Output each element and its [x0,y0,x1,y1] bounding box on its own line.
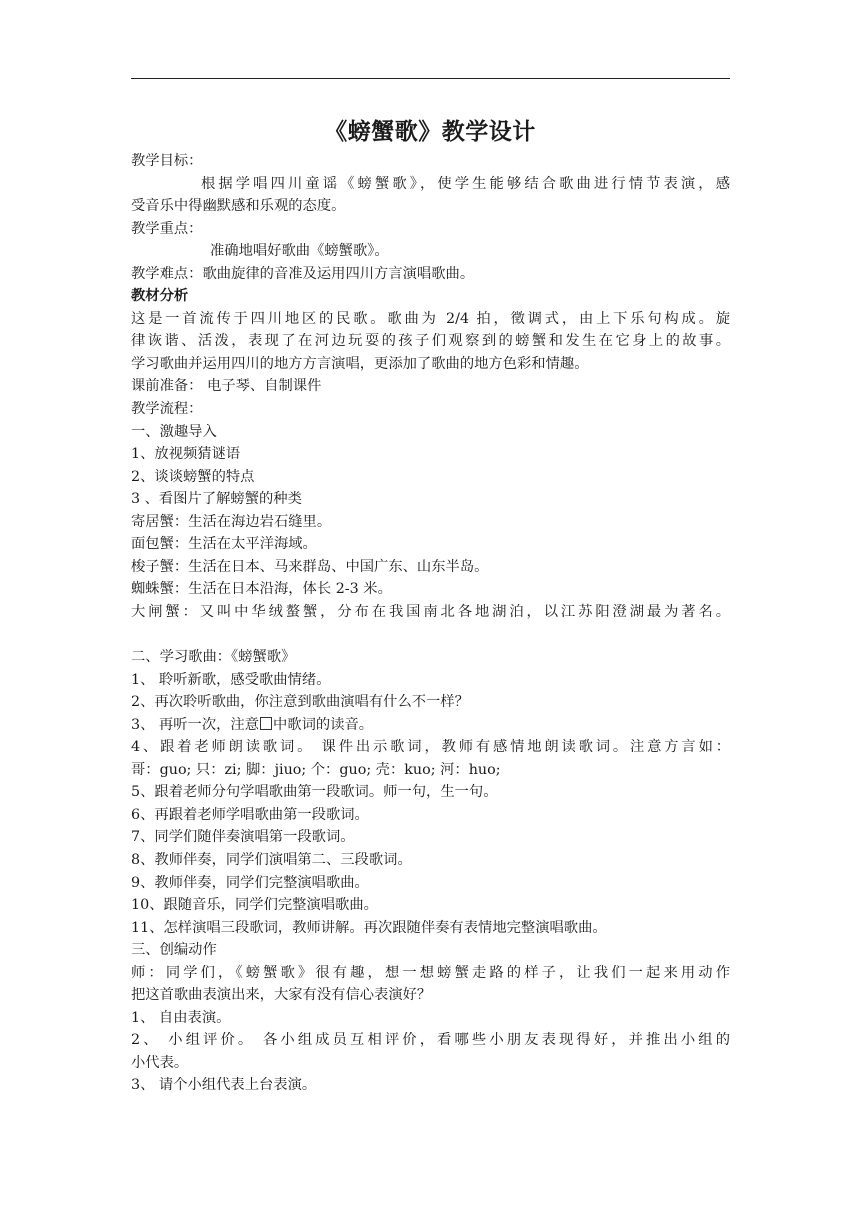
goals-text-line2: 受音乐中得幽默感和乐观的态度。 [131,198,346,215]
list-item-continuation: 小代表。 [131,1054,189,1071]
prep-text: 课前准备： 电子琴、自制课件 [131,378,322,395]
item3-after: 中歌词的读音。 [273,716,374,733]
part3-intro-line1: 师：同学们，《螃蟹歌》很有趣，想一想螃蟹走路的样子，让我们一起来用动作 [131,964,730,981]
analysis-line3: 学习歌曲并运用四川的地方方言演唱，更添加了歌曲的地方色彩和情趣。 [131,355,589,372]
focus-label: 教学重点： [131,220,203,237]
analysis-heading: 教材分析 [131,288,189,305]
document-body [131,150,730,1097]
goals-text-line1: 根据学唱四川童谣《螃蟹歌》，使学生能够结合歌曲进行情节表演，感 [201,175,730,192]
analysis-line2: 律诙谐、活泼，表现了在河边玩耍的孩子们观察到的螃蟹和发生在它身上的故事。 [131,333,730,350]
list-item: 1、 自由表演。 [131,1009,231,1026]
part3-heading: 三、创编动作 [131,942,217,959]
list-item: 寄居蟹：生活在海边岩石缝里。 [131,513,332,530]
list-item: 3、 请个小组代表上台表演。 [131,1077,317,1094]
analysis-line1: 这是一首流传于四川地区的民歌。歌曲为 2/4 拍，徵调式，由上下乐句构成。旋 [131,310,730,327]
list-item: 面包蟹：生活在太平洋海域。 [131,536,317,553]
flow-label: 教学流程： [131,401,203,418]
list-item: 4、跟着老师朗读歌词。 课件出示歌词，教师有感情地朗读歌词。注意方言如： [131,739,730,756]
part3-intro-line2: 把这首歌曲表演出来，大家有没有信心表演好？ [131,987,432,1004]
list-item: 6、再跟着老师学唱歌曲第一段歌词。 [131,806,369,823]
focus-text: 准确地唱好歌曲《螃蟹歌》。 [210,243,389,260]
list-item: 1、 聆听新歌，感受歌曲情绪。 [131,671,331,688]
list-item: 2、谈谈螃蟹的特点 [131,468,255,485]
list-item: 2、 小组评价。 各小组成员互相评价，看哪些小朋友表现得好，并推出小组的 [131,1032,730,1049]
list-item [131,714,730,737]
pronunciation-line: 哥：guo; 只：zi; 脚：jiuo; 个：guo; 壳：kuo; 河：huo; [131,761,501,778]
header-rule [131,78,730,79]
document-title: 《螃蟹歌》教学设计 [324,119,536,145]
list-item: 2、再次聆听歌曲，你注意到歌曲演唱有什么不一样？ [131,694,469,711]
part2-heading: 二、学习歌曲：《螃蟹歌》 [131,649,296,666]
placeholder-box-icon [260,717,272,730]
list-item: 11、怎样演唱三段歌词，教师讲解。再次跟随伴奏有表情地完整演唱歌曲。 [131,919,607,936]
spacer [131,623,730,646]
goals-label: 教学目标： [131,153,203,169]
list-item: 5、跟着老师分句学唱歌曲第一段歌词。师一句，生一句。 [131,784,498,801]
list-item: 7、同学们随伴奏演唱第一段歌词。 [131,829,355,846]
list-item: 10、跟随音乐，同学们完整演唱歌曲。 [131,897,378,914]
list-item: 大闸蟹：又叫中华绒螯蟹，分布在我国南北各地湖泊，以江苏阳澄湖最为著名。 [131,603,730,620]
list-item: 9、教师伴奏，同学们完整演唱歌曲。 [131,874,369,891]
list-item: 3 、看图片了解螃蟹的种类 [131,491,302,508]
list-item: 1、放视频猜谜语 [131,446,241,463]
item3-before: 3、 再听一次，注意 [131,716,260,733]
list-item: 梭子蟹：生活在日本、马来群岛、中国广东、山东半岛。 [131,558,489,575]
part1-heading: 一、激趣导入 [131,423,217,440]
list-item: 8、教师伴奏，同学们演唱第二、三段歌词。 [131,851,412,868]
list-item: 蜘蛛蟹：生活在日本沿海，体长 2-3 米。 [131,581,392,598]
difficulty-text: 教学难点：歌曲旋律的音准及运用四川方言演唱歌曲。 [131,265,475,282]
